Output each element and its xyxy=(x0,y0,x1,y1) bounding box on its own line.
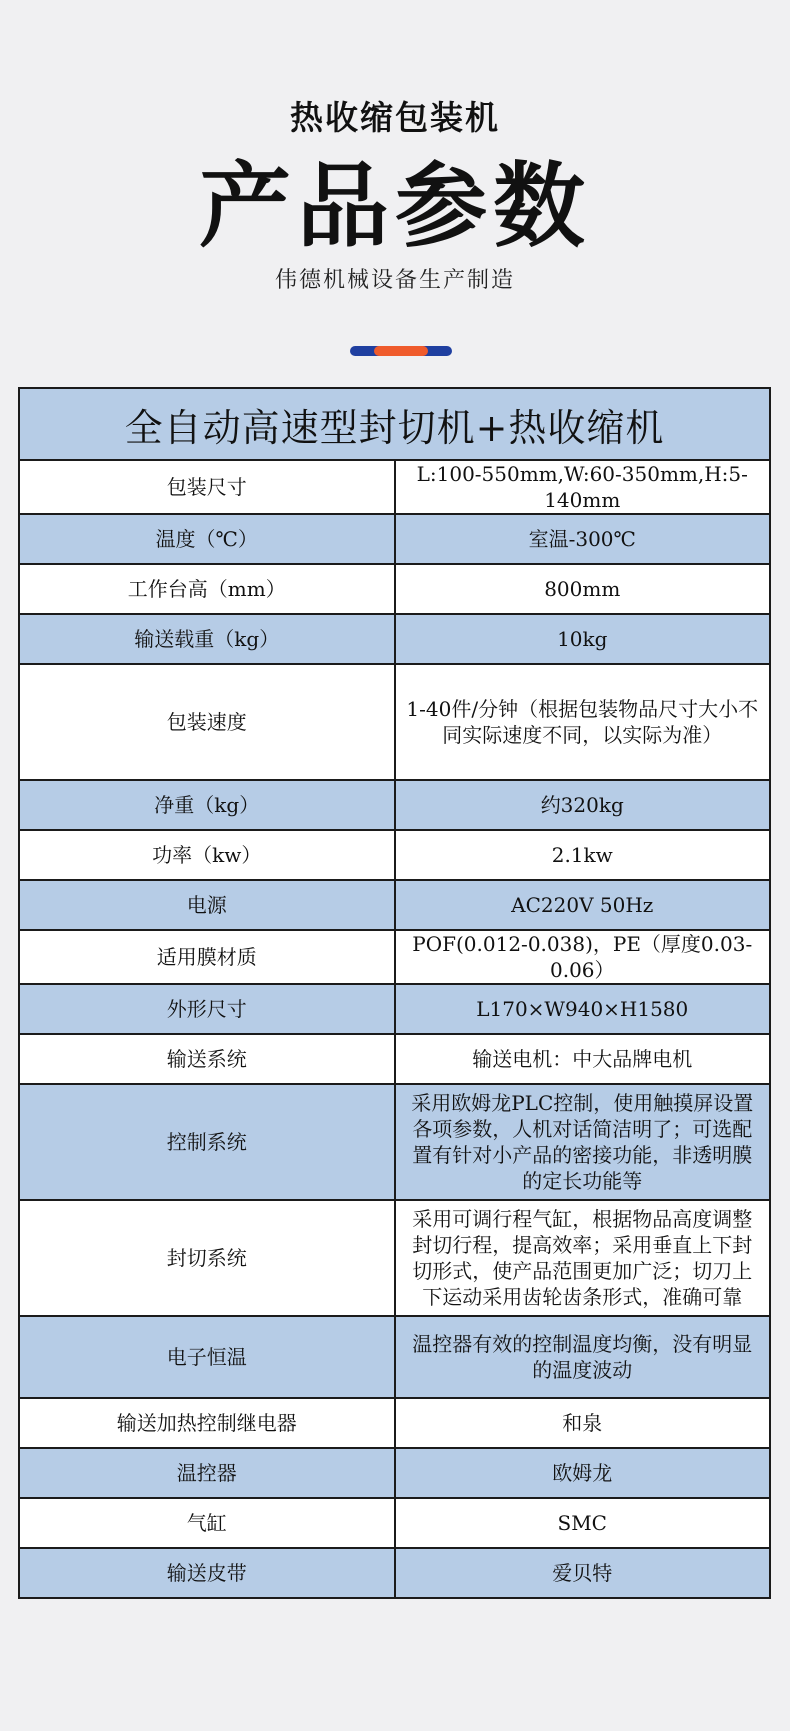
spec-row-temperature xyxy=(19,514,770,564)
spec-label: 输送加热控制继电器 xyxy=(19,1398,395,1448)
spec-row-conveyor-system xyxy=(19,1034,770,1084)
page-header xyxy=(0,0,790,380)
spec-row-package-size xyxy=(19,460,770,514)
spec-value: 室温-300℃ xyxy=(395,514,771,564)
spec-value: AC220V 50Hz xyxy=(395,880,771,930)
spec-value: 800mm xyxy=(395,564,771,614)
spec-label: 输送载重（kg） xyxy=(19,614,395,664)
spec-label: 电源 xyxy=(19,880,395,930)
spec-value: 10kg xyxy=(395,614,771,664)
spec-row-control-system xyxy=(19,1084,770,1200)
page-title: 产品参数 xyxy=(198,153,591,260)
spec-row-film-material xyxy=(19,930,770,984)
spec-value: POF(0.012-0.038)，PE（厚度0.03-0.06） xyxy=(395,930,771,984)
spec-value: 约320kg xyxy=(395,780,771,830)
spec-value: L:100-550mm,W:60-350mm,H:5-140mm xyxy=(395,460,771,514)
spec-label: 输送皮带 xyxy=(19,1548,395,1598)
spec-label: 包装速度 xyxy=(19,664,395,780)
spec-row-relay xyxy=(19,1398,770,1448)
spec-row-power-supply xyxy=(19,880,770,930)
spec-label: 外形尺寸 xyxy=(19,984,395,1034)
spec-value: 和泉 xyxy=(395,1398,771,1448)
spec-row-net-weight xyxy=(19,780,770,830)
table-title: 全自动高速型封切机+热收缩机 xyxy=(19,388,770,460)
spec-label: 净重（kg） xyxy=(19,780,395,830)
table-title-row xyxy=(19,388,770,460)
spec-value: 输送电机：中大品牌电机 xyxy=(395,1034,771,1084)
accent-orange-segment xyxy=(374,346,428,356)
spec-label: 温度（℃） xyxy=(19,514,395,564)
manufacturer-line: 伟德机械设备生产制造 xyxy=(274,268,515,293)
spec-row-thermostat-control xyxy=(19,1316,770,1398)
spec-label: 气缸 xyxy=(19,1498,395,1548)
spec-row-temperature-controller xyxy=(19,1448,770,1498)
spec-label: 电子恒温 xyxy=(19,1316,395,1398)
spec-label: 工作台高（mm） xyxy=(19,564,395,614)
spec-row-power xyxy=(19,830,770,880)
spec-label: 适用膜材质 xyxy=(19,930,395,984)
spec-row-conveyor-belt xyxy=(19,1548,770,1598)
spec-label: 功率（kw） xyxy=(19,830,395,880)
spec-label: 包装尺寸 xyxy=(19,460,395,514)
spec-row-packing-speed xyxy=(19,664,770,780)
spec-label: 温控器 xyxy=(19,1448,395,1498)
spec-row-cylinder xyxy=(19,1498,770,1548)
spec-value: 温控器有效的控制温度均衡，没有明显的温度波动 xyxy=(395,1316,771,1398)
spec-value: L170×W940×H1580 xyxy=(395,984,771,1034)
spec-label: 控制系统 xyxy=(19,1084,395,1200)
accent-bar-icon xyxy=(350,346,452,356)
spec-value: 2.1kw xyxy=(395,830,771,880)
spec-label: 封切系统 xyxy=(19,1200,395,1316)
spec-table xyxy=(18,387,771,1599)
spec-row-dimensions xyxy=(19,984,770,1034)
spec-value: 采用可调行程气缸，根据物品高度调整封切行程，提高效率；采用垂直上下封切形式，使产品范围更加广泛；切刀上下运动采用齿轮齿条形式，准确可靠 xyxy=(395,1200,771,1316)
spec-label: 输送系统 xyxy=(19,1034,395,1084)
spec-value: 欧姆龙 xyxy=(395,1448,771,1498)
spec-row-sealing-system xyxy=(19,1200,770,1316)
spec-row-conveyor-load xyxy=(19,614,770,664)
spec-value: SMC xyxy=(395,1498,771,1548)
spec-value: 采用欧姆龙PLC控制，使用触摸屏设置各项参数，人机对话简洁明了；可选配置有针对小产品的密接功能，非透明膜的定长功能等 xyxy=(395,1084,771,1200)
spec-value: 1-40件/分钟（根据包装物品尺寸大小不同实际速度不同，以实际为准） xyxy=(395,664,771,780)
spec-value: 爱贝特 xyxy=(395,1548,771,1598)
spec-row-table-height xyxy=(19,564,770,614)
product-subtitle: 热收缩包装机 xyxy=(290,98,500,137)
